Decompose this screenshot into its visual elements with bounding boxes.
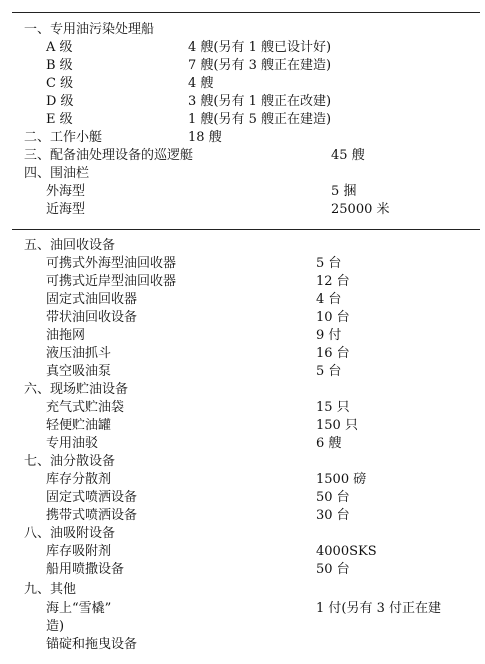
category-heading: 九、其他: [24, 582, 77, 597]
item-label: 可携式近岸型油回收器: [46, 274, 177, 289]
item-label: A 级: [46, 40, 73, 55]
category-heading: 二、工作小艇: [24, 130, 103, 145]
item-label: 充气式贮油袋: [46, 400, 125, 415]
item-label: 固定式油回收器: [46, 292, 138, 307]
item-value: 7 艘(另有 3 艘正在建造): [188, 58, 332, 73]
item-label: 可携式外海型油回收器: [46, 256, 177, 271]
item-value: 3 艘(另有 1 艘正在改建): [188, 94, 332, 109]
item-label: 海上“雪橇”: [46, 601, 112, 616]
item-value: 10 台: [316, 310, 350, 325]
item-label: 真空吸油泵: [46, 364, 112, 379]
item-value: 1 付(另有 3 付正在建: [316, 601, 442, 616]
item-label: 库存吸附剂: [46, 544, 112, 559]
item-label: 锚碇和拖曳设备: [46, 637, 138, 652]
item-value: 5 台: [316, 364, 342, 379]
item-value: 12 台: [316, 274, 350, 289]
item-label: 液压油抓斗: [46, 346, 112, 361]
item-label: 造): [46, 619, 65, 634]
category-heading: 八、油吸附设备: [24, 526, 116, 541]
category-heading: 五、油回收设备: [24, 238, 116, 253]
item-value: 1500 磅: [316, 472, 367, 487]
category-heading: 七、油分散设备: [24, 454, 116, 469]
item-label: 外海型: [46, 184, 86, 199]
category-heading: 四、围油栏: [24, 166, 90, 181]
category-heading: 一、专用油污染处理船: [24, 22, 155, 37]
item-value: 4 艘: [188, 76, 214, 91]
item-value: 4 艘(另有 1 艘已设计好): [188, 40, 332, 55]
category-heading: 三、配备油处理设备的巡逻艇: [24, 148, 194, 163]
item-value: 30 台: [316, 508, 350, 523]
item-label: 带状油回收设备: [46, 310, 138, 325]
item-value: 25000 米: [331, 202, 390, 217]
item-label: 库存分散剂: [46, 472, 112, 487]
item-value: 50 台: [316, 490, 350, 505]
item-label: 携带式喷洒设备: [46, 508, 138, 523]
item-label: E 级: [46, 112, 73, 127]
item-label: 船用喷撒设备: [46, 562, 125, 577]
item-label: 固定式喷洒设备: [46, 490, 138, 505]
item-value: 5 捆: [331, 184, 357, 199]
item-value: 15 只: [316, 400, 350, 415]
item-value: 18 艘: [188, 130, 222, 145]
category-heading: 六、现场贮油设备: [24, 382, 129, 397]
item-label: 油拖网: [46, 328, 86, 343]
item-value: 4 台: [316, 292, 342, 307]
item-value: 45 艘: [331, 148, 365, 163]
item-label: 轻便贮油罐: [46, 418, 112, 433]
item-value: 6 艘: [316, 436, 342, 451]
item-value: 5 台: [316, 256, 342, 271]
item-label: B 级: [46, 58, 73, 73]
item-value: 4000SKS: [316, 544, 377, 559]
item-value: 50 台: [316, 562, 350, 577]
item-value: 150 只: [316, 418, 358, 433]
section-divider: [12, 229, 480, 230]
item-label: 近海型: [46, 202, 86, 217]
item-value: 9 付: [316, 328, 342, 343]
item-label: C 级: [46, 76, 74, 91]
item-label: D 级: [46, 94, 74, 109]
item-label: 专用油驳: [46, 436, 99, 451]
item-value: 1 艘(另有 5 艘正在建造): [188, 112, 332, 127]
top-rule: [12, 12, 480, 13]
item-value: 16 台: [316, 346, 350, 361]
